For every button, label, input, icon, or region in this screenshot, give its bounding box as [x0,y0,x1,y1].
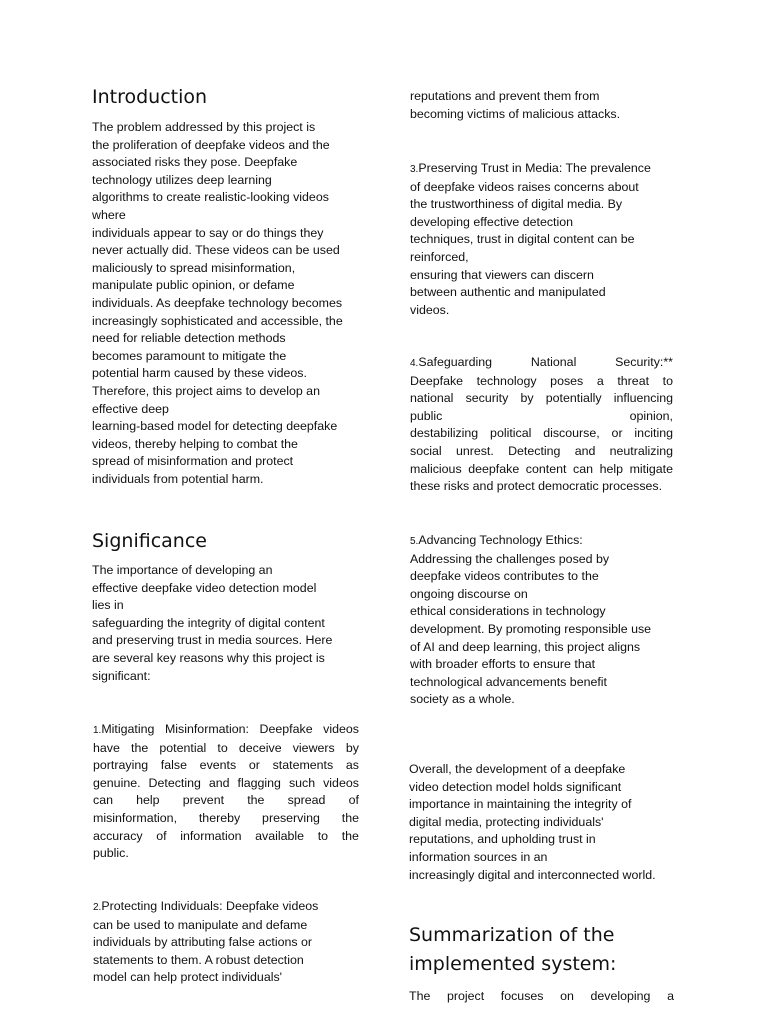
text-line: and preserving trust in media sources. Here [92,633,333,648]
text-line: reinforced, [410,249,469,264]
item2-block [93,898,359,987]
text-line: 2.Protecting Individuals: Deepfake videos [93,899,319,913]
left-column [92,86,360,109]
significance-section [92,530,360,553]
item5-body [410,532,673,709]
summary-text-line: The project focuses on developing a [409,989,674,1003]
text-line: Therefore, this project aims to develop an [92,383,320,398]
text-line: development. By promoting responsible use [410,621,652,636]
text-line: becomes paramount to mitigate the [92,348,287,363]
text-line: safeguarding the integrity of digital content [92,615,325,630]
text-line: the trustworthiness of digital media. By [410,197,623,212]
text-line: national security by potentially influencing [410,391,673,406]
list-number: 2. [93,902,102,913]
introduction-heading: Introduction [92,86,208,108]
text-line: malicious deepfake content can help mitigate [410,461,673,476]
text-line: information sources in an [409,849,548,864]
text-line: ongoing discourse on [410,586,528,601]
text-line: The importance of developing an [92,563,273,577]
text-line: learning-based model for detecting deepfake [92,419,338,434]
text-line: individuals from potential harm. [92,471,264,486]
text-line: can help prevent the spread of [93,793,359,808]
text-line: can be used to manipulate and defame [93,917,308,932]
text-line: becoming victims of malicious attacks. [410,106,621,121]
text-line: public opinion, [410,408,673,423]
text-line: portraying false events or statements as [93,758,359,773]
text-line: video detection model holds significant [409,779,622,794]
text-line: public. [93,846,129,861]
item4-block [410,354,673,496]
text-line: where [92,207,126,222]
text-line: 3.Preserving Trust in Media: The prevalence [410,161,651,175]
text-line: reputations and prevent them from [410,89,600,103]
text-line: algorithms to create realistic-looking videos [92,190,329,205]
text-line: misinformation, thereby preserving the [93,810,359,825]
text-line: with broader efforts to ensure that [410,657,596,672]
summary-first-line [409,988,674,1006]
summary-heading [409,921,674,979]
text-line: destabilizing political discourse, or inciting [410,426,673,441]
text-line: manipulate public opinion, or defame [92,278,295,293]
list-number: 4. [410,358,419,369]
text-line: genuine. Detecting and flagging such videos [93,775,359,790]
text-line: of AI and deep learning, this project aligns [410,639,641,654]
text-line: reputations, and upholding trust in [409,832,596,847]
text-line: social unrest. Detecting and neutralizing [410,443,673,458]
text-line: videos. [410,302,450,317]
text-line: the proliferation of deepfake videos and the [92,137,330,152]
item4-body [410,354,673,496]
text-line: developing effective detection [410,214,574,229]
text-line: Deepfake technology poses a threat to [410,373,673,388]
item3-block [410,160,673,319]
text-line: potential harm caused by these videos. [92,366,307,381]
text-line: effective deep [92,401,169,416]
text-line: deepfake videos contributes to the [410,569,599,584]
text-line: increasingly digital and interconnected world. [409,867,656,882]
list-number: 3. [410,164,419,175]
significance-body [92,562,360,685]
text-line: maliciously to spread misinformation, [92,260,296,275]
text-line: lies in [92,598,124,613]
text-line: spread of misinformation and protect [92,454,294,469]
significance-heading: Significance [92,530,207,552]
summary-heading-line-1: Summarization of the [409,924,615,946]
text-line: significant: [92,668,151,683]
text-line: 4.Safeguarding National Security:** [410,355,673,369]
text-line: technological advancements benefit [410,674,608,689]
text-line: techniques, trust in digital content can be [410,232,635,247]
introduction-body [92,119,360,488]
text-line: 1.Mitigating Misinformation: Deepfake videos [93,722,359,736]
text-line: of deepfake videos raises concerns about [410,179,639,194]
text-line: technology utilizes deep learning [92,172,272,187]
text-line: never actually did. These videos can be used [92,243,340,258]
list-number: 5. [410,536,419,547]
text-line: effective deepfake video detection model [92,580,317,595]
text-line: ensuring that viewers can discern [410,267,594,282]
text-line: increasingly sophisticated and accessible, the [92,313,343,328]
text-line: statements to them. A robust detection [93,952,304,967]
text-line: individuals appear to say or do things they [92,225,324,240]
text-line: these risks and protect democratic processes. [410,479,663,494]
text-line: society as a whole. [410,692,515,707]
text-line: videos, thereby helping to combat the [92,436,298,451]
text-line: ethical considerations in technology [410,604,606,619]
text-line: importance in maintaining the integrity of [409,797,632,812]
summary-heading-line-2: implemented system: [409,953,617,975]
text-line: need for reliable detection methods [92,331,286,346]
text-line: between authentic and manipulated [410,285,606,300]
item3-body [410,160,673,319]
text-line: model can help protect individuals' [93,970,283,985]
item1-body [93,721,359,863]
text-line: are several key reasons why this project is [92,650,325,665]
text-line: digital media, protecting individuals' [409,814,604,829]
item2-continued [410,88,673,123]
text-line: individuals. As deepfake technology becomes [92,295,343,310]
text-line: Addressing the challenges posed by [410,551,610,566]
text-line: have the potential to deceive viewers by [93,740,359,755]
list-number: 1. [93,725,102,736]
text-line: Overall, the development of a deepfake [409,762,626,776]
text-line: accuracy of information available to the [93,828,359,843]
text-line: 5.Advancing Technology Ethics: [410,533,583,547]
item2-body [93,898,359,987]
text-line: associated risks they pose. Deepfake [92,155,298,170]
overall-paragraph [409,761,674,884]
text-line: individuals by attributing false actions or [93,935,313,950]
item1-block [93,721,359,863]
item5-block [410,532,673,709]
text-line: The problem addressed by this project is [92,120,316,134]
